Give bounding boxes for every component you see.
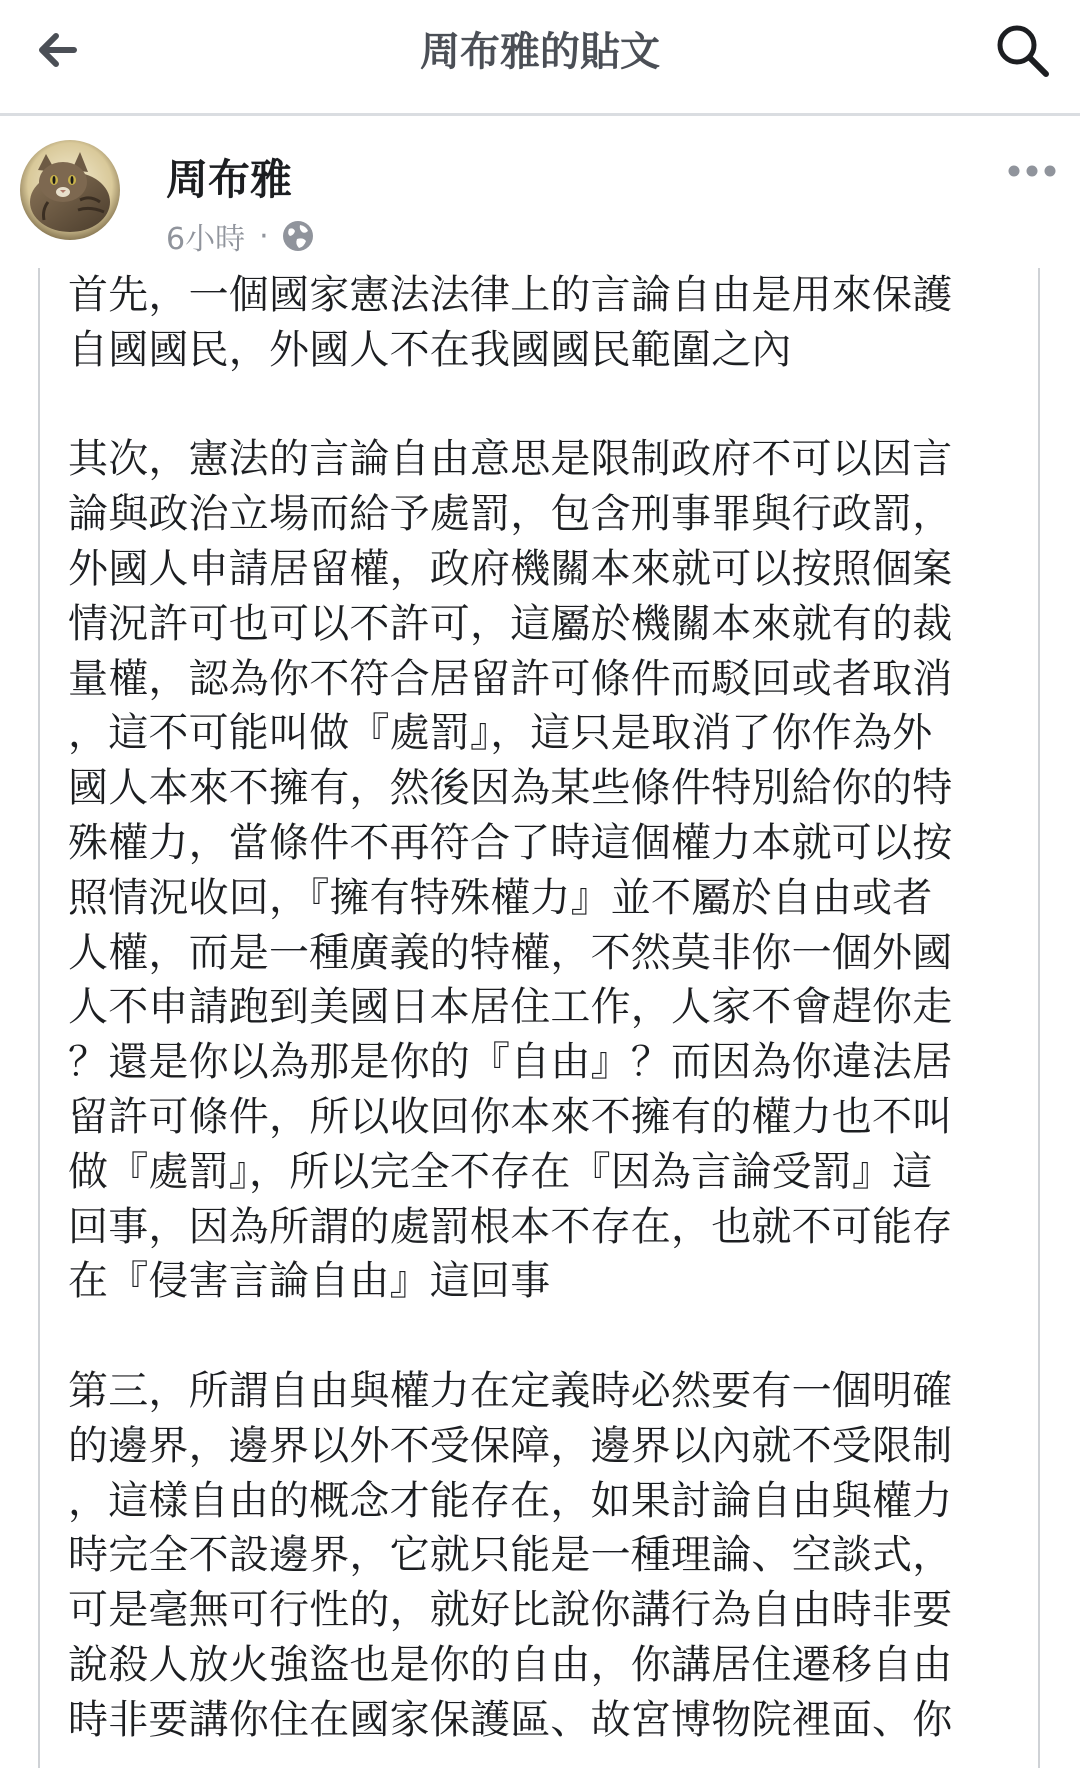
avatar[interactable] (20, 140, 120, 240)
meta-separator: · (259, 218, 269, 254)
post-line: 照情況收回，『擁有特殊權力』並不屬於自由或者 (68, 874, 933, 921)
globe-icon[interactable] (281, 219, 315, 253)
more-options-button[interactable] (1006, 156, 1058, 186)
post-line: 可是毫無可行性的，就好比說你講行為自由時非要 (68, 1587, 953, 1634)
post-line: 第三，所謂自由與權力在定義時必然要有一個明確 (68, 1367, 953, 1414)
post-line: 自國國民，外國人不在我國國民範圍之內 (68, 326, 792, 373)
paragraph-gap (68, 378, 1028, 433)
post-line: ？還是你以為那是你的『自由』？而因為你違法居 (68, 1039, 953, 1086)
post-paragraph-1 (68, 268, 1028, 378)
post-line: 外國人申請居留權，政府機關本來就可以按照個案 (68, 545, 953, 592)
post-line: 做『處罰』，所以完全不存在『因為言論受罰』這 (68, 1148, 933, 1195)
post-line: 人不申請跑到美國日本居住工作，人家不會趕你走 (68, 984, 953, 1031)
post-line: ，這樣自由的概念才能存在，如果討論自由與權力 (68, 1477, 953, 1524)
post-line: 留許可條件，所以收回你本來不擁有的權力也不叫 (68, 1093, 953, 1140)
post-line: 回事，因為所謂的處罰根本不存在，也就不可能存 (68, 1203, 953, 1250)
top-navigation-bar (0, 0, 1080, 116)
more-horizontal-icon (1006, 156, 1058, 186)
back-button[interactable] (34, 20, 94, 80)
post-line: 在『侵害言論自由』這回事 (68, 1258, 551, 1305)
paragraph-gap (68, 1309, 1028, 1364)
post-paragraph-3 (68, 1364, 1028, 1748)
post-line: 其次，憲法的言論自由意思是限制政府不可以因言 (68, 436, 953, 483)
post-line: 情況許可也可以不許可，這屬於機關本來就有的裁 (68, 600, 953, 647)
post-line: 的邊界，邊界以外不受保障，邊界以內就不受限制 (68, 1422, 953, 1469)
author-name[interactable]: 周布雅 (166, 155, 293, 204)
post-line: ，這不可能叫做『處罰』，這只是取消了你作為外 (68, 710, 933, 757)
page-title: 周布雅的貼文 (420, 29, 660, 75)
post-header (0, 116, 1080, 266)
post-line: 首先，一個國家憲法法律上的言論自由是用來保護 (68, 272, 953, 318)
post-line: 說殺人放火強盜也是你的自由，你講居住遷移自由 (68, 1641, 953, 1688)
post-line: 時完全不設邊界，它就只能是一種理論、空談式， (68, 1532, 953, 1579)
post-timestamp[interactable]: 6小時 (166, 222, 246, 257)
post-card (38, 268, 1040, 1768)
post-line: 殊權力，當條件不再符合了時這個權力本就可以按 (68, 819, 953, 866)
arrow-left-icon (34, 20, 94, 80)
post-line: 國人本來不擁有，然後因為某些條件特別給你的特 (68, 765, 953, 812)
post-line: 人權，而是一種廣義的特權，不然莫非你一個外國 (68, 929, 953, 976)
post-paragraph-2 (68, 432, 1028, 1309)
search-button[interactable] (992, 20, 1054, 82)
post-line: 時非要講你住在國家保護區、故宮博物院裡面、你 (68, 1696, 953, 1743)
cat-avatar-image (20, 140, 120, 240)
post-line: 論與政治立場而給予處罰，包含刑事罪與行政罰， (68, 491, 953, 538)
post-meta (166, 214, 315, 258)
post-line: 量權，認為你不符合居留許可條件而駁回或者取消 (68, 655, 953, 702)
post-body (68, 268, 1028, 1748)
search-icon (992, 20, 1054, 82)
